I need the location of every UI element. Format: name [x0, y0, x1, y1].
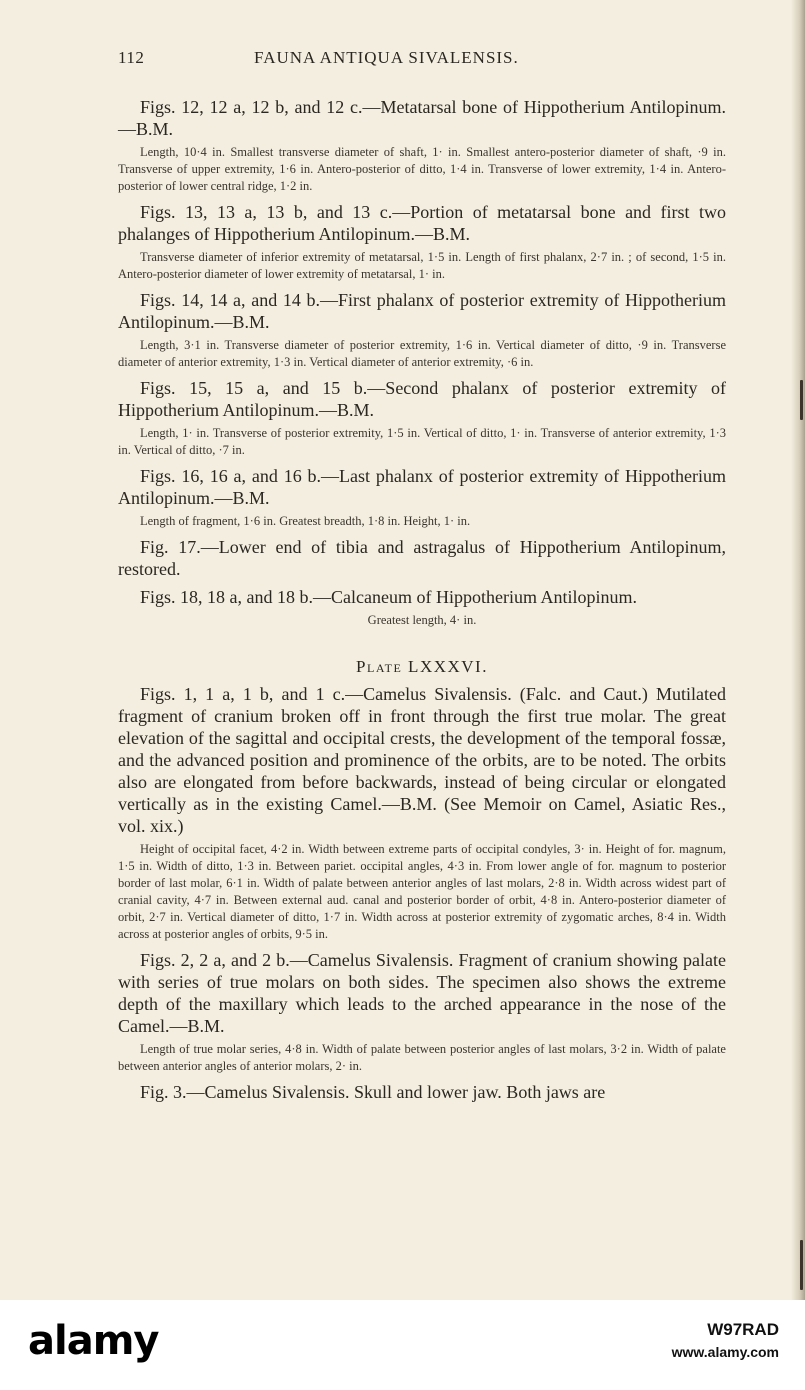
edge-mark: [800, 380, 803, 420]
measurements-figs-15: Length, 1· in. Transverse of posterior extremity, 1·5 in. Vertical of ditto, 1· in. Transverse of anterior extremity, 1·3 in. Vertical of ditto, ·7 in.: [118, 426, 726, 457]
caption-plate-figs-2: Figs. 2, 2 a, and 2 b.—Camelus Sivalensis. Fragment of cranium showing palate with series of true molars on both sides. The specimen also shows the extreme depth of the maxillary which leads to the arched appearance in the nose of the Camel.—B.M.: [118, 950, 726, 1036]
footer-info: [672, 1320, 779, 1360]
page-edge-shadow: [791, 0, 805, 1300]
measurements-figs-12: Length, 10·4 in. Smallest transverse diameter of shaft, 1· in. Smallest antero-posterior diameter of shaft, ·9 in. Transverse of upper extremity, 1·6 in. Antero-posterior of ditto, 1·4 in. Transverse of lower extremity, 1·4 in. Antero-posterior of lower central ridge, 1·2 in.: [118, 145, 726, 193]
measurements-figs-16: Length of fragment, 1·6 in. Greatest breadth, 1·8 in. Height, 1· in.: [140, 514, 471, 528]
caption-figs-15: Figs. 15, 15 a, and 15 b.—Second phalanx of posterior extremity of Hippotherium Antilopinum.—B.M.: [118, 378, 726, 420]
measurements-figs-18: Greatest length, 4· in.: [367, 613, 477, 627]
alamy-logo: alamy: [28, 1318, 159, 1364]
caption-figs-12: Figs. 12, 12 a, 12 b, and 12 c.—Metatarsal bone of Hippotherium Antilopinum.—B.M.: [118, 97, 726, 139]
caption-fig-17: Fig. 17.—Lower end of tibia and astragalus of Hippotherium Antilopinum, restored.: [118, 537, 726, 579]
caption-figs-16: Figs. 16, 16 a, and 16 b.—Last phalanx of posterior extremity of Hippotherium Antilopinum.—B.M.: [118, 466, 726, 508]
edge-mark: [800, 1240, 803, 1290]
measurements-plate-figs-2: Length of true molar series, 4·8 in. Width of palate between posterior angles of last molars, 3·2 in. Width of palate between anterior angles of anterior molars, 2· in.: [118, 1042, 726, 1073]
measurements-plate-figs-1: Height of occipital facet, 4·2 in. Width between extreme parts of occipital condyles, 3· in. Height of for. magnum, 1·5 in. Width of ditto, 1·3 in. Between pariet. occipital angles, 4·3 in. From lower angle of for. magnum to posterior border of last molar, 6·1 in. Width of palate between anterior angles of last molars, 2·8 in. Width across widest part of cranial cavity, 4·7 in. Between external aud. canal and posterior border of orbit, 4·8 in. Antero-posterior diameter of orbit, 2·7 in. Vertical diameter of ditto, 1·7 in. Width across at posterior extremity of zygomatic arches, 8·4 in. Width across at posterior angles of orbits, 9·5 in.: [118, 842, 726, 941]
body-text: [118, 96, 726, 1103]
plate-heading: [118, 657, 726, 677]
image-id: W97RAD: [707, 1320, 779, 1339]
stock-footer: [0, 1300, 805, 1390]
caption-plate-figs-1: Figs. 1, 1 a, 1 b, and 1 c.—Camelus Sivalensis. (Falc. and Caut.) Mutilated fragment of cranium broken off in front through the first true molar. The great elevation of the sagittal and occipital crests, the development of the temporal fossæ, and the advanced position and prominence of the orbits, are to be noted. The orbits also are elongated from before backwards, instead of being circular or elongated vertically as in the existing Camel.—B.M. (See Memoir on Camel, Asiatic Res., vol. xix.): [118, 684, 726, 836]
caption-figs-18: Figs. 18, 18 a, and 18 b.—Calcaneum of Hippotherium Antilopinum.: [140, 587, 637, 607]
plate-heading-text: Plate LXXXVI.: [356, 657, 488, 676]
measurements-figs-13: Transverse diameter of inferior extremity of metatarsal, 1·5 in. Length of first phalanx, 2·7 in. ; of second, 1·5 in. Antero-posterior diameter of lower extremity of metatarsal, 1· in.: [118, 250, 726, 281]
running-title: FAUNA ANTIQUA SIVALENSIS.: [254, 48, 519, 67]
caption-plate-fig-3: Fig. 3.—Camelus Sivalensis. Skull and lower jaw. Both jaws are: [140, 1082, 606, 1102]
caption-figs-13: Figs. 13, 13 a, 13 b, and 13 c.—Portion of metatarsal bone and first two phalanges of Hippotherium Antilopinum.—B.M.: [118, 202, 726, 244]
measurements-figs-14: Length, 3·1 in. Transverse diameter of posterior extremity, 1·6 in. Vertical diameter of ditto, ·9 in. Transverse diameter of anterior extremity, 1·3 in. Vertical diameter of anterior extremity, ·6 in.: [118, 338, 726, 369]
page-number: 112: [118, 48, 145, 67]
running-head: [118, 48, 726, 72]
caption-figs-14: Figs. 14, 14 a, and 14 b.—First phalanx of posterior extremity of Hippotherium Antilopinum.—B.M.: [118, 290, 726, 332]
site-url[interactable]: www.alamy.com: [671, 1344, 779, 1360]
